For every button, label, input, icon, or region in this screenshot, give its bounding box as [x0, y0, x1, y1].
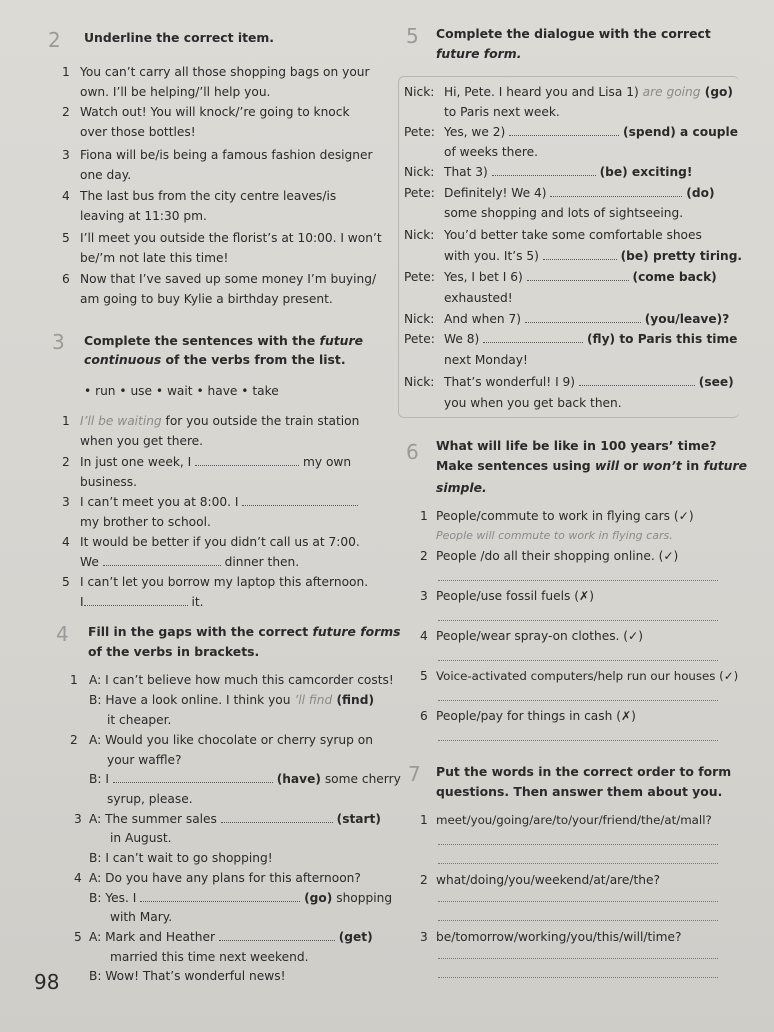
ex7-item-3-answer-line-2[interactable]	[438, 976, 718, 978]
exercise-7-title-line1: Put the words in the correct order to form	[436, 764, 732, 779]
ex4-item-5-blank[interactable]	[219, 930, 335, 941]
dialogue-9-a: That’s wonderful! I 9)	[444, 375, 576, 389]
dialogue-line-5b	[444, 248, 742, 264]
ex3-item-3-line1	[80, 494, 358, 510]
dialogue-speaker-5: Nick:	[404, 228, 435, 242]
ex6-item-2-num: 2	[420, 549, 428, 563]
dialogue-2-blank[interactable]	[509, 125, 619, 136]
ex3-item-2-line1	[80, 454, 351, 470]
ex6-item-1-num: 1	[420, 509, 428, 523]
ex3-item-1-answer: I’ll be waiting	[80, 414, 162, 428]
dialogue-line-5: You’d better take some comfortable shoes	[444, 228, 702, 242]
dialogue-2-a: Yes, we 2)	[444, 125, 506, 139]
ex3-item-4-num: 4	[62, 535, 70, 549]
exercise-6-number: 6	[406, 440, 419, 464]
dialogue-line-8	[444, 331, 737, 347]
ex3-item-5-line2	[80, 594, 204, 610]
ex4-item-1-b	[89, 692, 374, 708]
ex2-item-3-line2[interactable]: one day.	[80, 168, 132, 182]
exercise-2-number: 2	[48, 28, 61, 52]
exercise-4-number: 4	[56, 622, 69, 646]
ex2-item-5-line2[interactable]: be/’m not late this time!	[80, 251, 229, 265]
ex3-item-3-blank[interactable]	[242, 495, 358, 506]
dialogue-1-a: Hi, Pete. I heard you and Lisa 1)	[444, 85, 643, 99]
ex7-item-2-answer-line-1[interactable]	[438, 900, 718, 902]
ex4-item-2-c-text: B: I	[89, 772, 109, 786]
dialogue-8-a: We 8)	[444, 332, 480, 346]
ex3-item-3-num: 3	[62, 495, 70, 509]
ex2-item-6-line2[interactable]: am going to buy Kylie a birthday present.	[80, 292, 333, 306]
ex4-item-1-c: it cheaper.	[107, 713, 172, 727]
ex6-item-1-text: People/commute to work in flying cars (✓)	[436, 509, 694, 523]
ex2-item-6-num: 6	[62, 272, 70, 286]
dialogue-9-verb: (see)	[698, 375, 734, 389]
exercise-6-title-line3: simple.	[436, 480, 487, 495]
exercise-7-number: 7	[408, 762, 421, 786]
ex7-item-1-text: meet/you/going/are/to/your/friend/the/at/mall?	[436, 813, 712, 827]
ex6-item-3-text: People/use fossil fuels (✗)	[436, 589, 594, 603]
dialogue-speaker-8: Pete:	[404, 332, 435, 346]
ex6-item-3-answer-line[interactable]	[438, 619, 718, 621]
ex4-item-2-c	[89, 771, 401, 787]
ex3-item-2-a: In just one week, I	[80, 455, 192, 469]
exercise-6-title-line2	[436, 458, 747, 474]
exercise-2-title: Underline the correct item.	[84, 30, 275, 45]
ex3-title-italic: future	[319, 333, 364, 348]
ex4-item-3-a-text: A: The summer sales	[89, 812, 217, 826]
dialogue-line-1	[444, 84, 733, 100]
page-number: 98	[34, 970, 60, 994]
ex4-item-4-b	[89, 890, 392, 906]
ex6-item-6-answer-line[interactable]	[438, 739, 718, 741]
ex4-item-4-a: A: Do you have any plans for this afternoon?	[89, 871, 361, 885]
ex7-item-1-num: 1	[420, 813, 428, 827]
ex3-item-4-blank[interactable]	[103, 555, 221, 566]
ex7-item-3-text: be/tomorrow/working/you/this/will/time?	[436, 930, 682, 944]
ex4-item-3-verb: (start)	[336, 812, 381, 826]
ex6-title-future: future	[703, 458, 748, 473]
ex3-title-a: Complete the sentences with the	[84, 333, 320, 348]
ex4-title-a: Fill in the gaps with the correct	[88, 624, 313, 639]
ex4-item-3-a	[89, 811, 381, 827]
ex2-item-2-line2[interactable]: over those bottles!	[80, 125, 196, 139]
ex3-item-1-line1	[80, 413, 359, 429]
ex6-item-4-text: People/wear spray-on clothes. (✓)	[436, 629, 644, 643]
ex2-item-4-line1[interactable]: The last bus from the city centre leaves/is	[80, 189, 337, 203]
ex3-item-4-line1: It would be better if you didn’t call us at 7:00.	[80, 535, 360, 549]
dialogue-speaker-1: Nick:	[404, 85, 435, 99]
dialogue-speaker-4: Pete:	[404, 186, 435, 200]
ex3-title-c: of the verbs from the list.	[161, 352, 346, 367]
dialogue-speaker-3: Nick:	[404, 165, 435, 179]
dialogue-4-blank[interactable]	[550, 186, 682, 197]
dialogue-4-a: Definitely! We 4)	[444, 186, 547, 200]
dialogue-line-4	[444, 185, 715, 201]
dialogue-7-blank[interactable]	[525, 312, 641, 323]
ex6-title-or: or	[619, 458, 643, 473]
ex3-item-5-blank[interactable]	[84, 595, 188, 606]
ex4-item-2-b: your waffle?	[107, 753, 182, 767]
ex6-example-answer: People will commute to work in flying cars.	[436, 529, 673, 542]
ex3-word-list: • run • use • wait • have • take	[84, 384, 279, 398]
dialogue-line-9	[444, 374, 734, 390]
ex4-item-5-a	[89, 929, 373, 945]
ex4-item-2-num: 2	[70, 733, 78, 747]
ex6-item-2-text: People /do all their shopping online. (✓)	[436, 549, 679, 563]
exercise-3-title-line1	[84, 333, 363, 349]
ex6-item-3-num: 3	[420, 589, 428, 603]
ex4-item-2-verb: (have)	[276, 772, 321, 786]
ex4-item-1-b-text: B: Have a look online. I think you	[89, 693, 295, 707]
ex2-item-4-num: 4	[62, 189, 70, 203]
ex4-item-4-blank[interactable]	[140, 891, 300, 902]
ex3-item-3-a: I can’t meet you at 8:00. I	[80, 495, 239, 509]
exercise-5-title-line1: Complete the dialogue with the correct	[436, 26, 711, 41]
exercise-7-title-line2: questions. Then answer them about you.	[436, 784, 723, 799]
ex7-item-2-text: what/doing/you/weekend/at/are/the?	[436, 873, 660, 887]
ex6-item-2-answer-line[interactable]	[438, 579, 718, 581]
ex3-item-2-line2: business.	[80, 475, 137, 489]
dialogue-line-2	[444, 124, 738, 140]
ex4-item-3-c: B: I can’t wait to go shopping!	[89, 851, 273, 865]
ex3-item-4-rest: dinner then.	[224, 555, 300, 569]
ex4-item-5-c: B: Wow! That’s wonderful news!	[89, 969, 286, 983]
ex3-title-continuous: continuous	[84, 352, 162, 367]
dialogue-9-blank[interactable]	[579, 375, 695, 386]
dialogue-8-verb: (fly) to Paris this time	[586, 332, 738, 346]
dialogue-line-1b: to Paris next week.	[444, 105, 560, 119]
dialogue-speaker-2: Pete:	[404, 125, 435, 139]
ex7-item-2-num: 2	[420, 873, 428, 887]
ex3-item-1-line2: when you get there.	[80, 434, 204, 448]
ex4-item-4-verb: (go)	[304, 891, 333, 905]
dialogue-4-verb: (do)	[686, 186, 715, 200]
exercise-5-number: 5	[406, 24, 419, 48]
ex3-item-3-line2: my brother to school.	[80, 515, 211, 529]
ex4-item-3-num: 3	[74, 812, 82, 826]
ex2-item-2-num: 2	[62, 105, 70, 119]
ex4-item-2-blank[interactable]	[113, 772, 273, 783]
exercise-3-number: 3	[52, 330, 65, 354]
exercise-3-title-line2	[84, 352, 346, 368]
ex3-item-4-line2	[80, 554, 299, 570]
dialogue-line-6b: exhausted!	[444, 291, 513, 305]
dialogue-3-a: That 3)	[444, 165, 488, 179]
ex6-title-in: in	[681, 458, 704, 473]
ex7-item-1-answer-line-1[interactable]	[438, 843, 718, 845]
dialogue-3-verb: (be) exciting!	[599, 165, 693, 179]
dialogue-7-a: And when 7)	[444, 312, 521, 326]
dialogue-line-2b: of weeks there.	[444, 145, 538, 159]
ex3-item-1-rest: for you outside the train station	[161, 414, 360, 428]
ex4-item-5-a-text: A: Mark and Heather	[89, 930, 215, 944]
ex6-item-4-num: 4	[420, 629, 428, 643]
ex6-item-5-text: Voice-activated computers/help run our houses (✓)	[436, 669, 739, 683]
ex4-title-italic: future forms	[312, 624, 401, 639]
ex6-item-4-answer-line[interactable]	[438, 659, 718, 661]
ex3-item-2-num: 2	[62, 455, 70, 469]
ex4-item-1-num: 1	[70, 673, 78, 687]
ex4-item-5-verb: (get)	[338, 930, 373, 944]
dialogue-line-8b: next Monday!	[444, 353, 528, 367]
ex6-title-a: Make sentences using	[436, 458, 595, 473]
ex3-item-5-rest: it.	[191, 595, 204, 609]
ex2-item-2-line1[interactable]: Watch out! You will knock/’re going to knock	[80, 105, 350, 119]
ex4-item-5-b: married this time next weekend.	[110, 950, 309, 964]
ex6-title-wont: won’t	[642, 458, 682, 473]
dialogue-2-verb: (spend) a couple	[623, 125, 738, 139]
dialogue-speaker-9: Nick:	[404, 375, 435, 389]
ex2-item-1-line2[interactable]: own. I’ll be helping/’ll help you.	[80, 85, 271, 99]
exercise-5-title-line2: future form.	[436, 46, 522, 61]
ex3-item-1-num: 1	[62, 414, 70, 428]
ex3-item-5-num: 5	[62, 575, 70, 589]
exercise-6-title-line1: What will life be like in 100 years’ time?	[436, 438, 717, 453]
ex3-item-5-line1: I can’t let you borrow my laptop this afternoon.	[80, 575, 369, 589]
ex3-item-2-b: my own	[302, 455, 352, 469]
exercise-4-title-line1	[88, 624, 401, 640]
ex4-item-2-d: some cherry	[324, 772, 401, 786]
dialogue-6-a: Yes, I bet I 6)	[444, 270, 523, 284]
ex2-item-1-line1[interactable]: You can’t carry all those shopping bags on your	[80, 65, 370, 79]
ex6-item-6-text: People/pay for things in cash (✗)	[436, 709, 636, 723]
dialogue-line-6	[444, 269, 717, 285]
ex4-item-4-d: with Mary.	[110, 910, 173, 924]
ex2-item-3-num: 3	[62, 148, 70, 162]
ex7-item-3-num: 3	[420, 930, 428, 944]
dialogue-6-verb: (come back)	[632, 270, 717, 284]
ex2-item-3-line1[interactable]: Fiona will be/is being a famous fashion designer	[80, 148, 373, 162]
ex7-item-1-answer-line-2[interactable]	[438, 862, 718, 864]
dialogue-3-blank[interactable]	[492, 165, 596, 176]
ex4-item-1-answer: ’ll find	[294, 693, 333, 707]
ex2-item-6-line1[interactable]: Now that I’ve saved up some money I’m buying/	[80, 272, 377, 286]
dialogue-speaker-6: Pete:	[404, 270, 435, 284]
dialogue-5-blank[interactable]	[543, 249, 617, 260]
dialogue-speaker-7: Nick:	[404, 312, 435, 326]
dialogue-line-7	[444, 311, 729, 327]
dialogue-1-answer: are going	[642, 85, 701, 99]
ex4-item-3-blank[interactable]	[221, 812, 333, 823]
ex4-item-3-b: in August.	[110, 831, 172, 845]
dialogue-1-verb: (go)	[700, 85, 733, 99]
dialogue-line-3	[444, 164, 692, 180]
dialogue-7-verb: (you/leave)?	[644, 312, 730, 326]
ex2-item-1-num: 1	[62, 65, 70, 79]
ex3-item-5-i: I	[80, 595, 84, 609]
dialogue-8-blank[interactable]	[483, 332, 583, 343]
dialogue-6-blank[interactable]	[527, 270, 629, 281]
ex3-item-2-blank[interactable]	[195, 455, 299, 466]
ex4-item-2-a: A: Would you like chocolate or cherry syrup on	[89, 733, 373, 747]
ex3-item-4-we: We	[80, 555, 99, 569]
ex4-item-4-c: shopping	[336, 891, 393, 905]
ex6-item-5-answer-line[interactable]	[438, 699, 718, 701]
dialogue-5-verb: (be) pretty tiring.	[620, 249, 743, 263]
exercise-4-title-line2: of the verbs in brackets.	[88, 644, 260, 659]
ex4-item-4-b-text: B: Yes. I	[89, 891, 137, 905]
ex6-item-5-num: 5	[420, 669, 428, 683]
dialogue-line-4b: some shopping and lots of sightseeing.	[444, 206, 684, 220]
ex6-title-will: will	[594, 458, 620, 473]
ex2-item-5-line1[interactable]: I’ll meet you outside the florist’s at 10:00. I won’t	[80, 231, 382, 245]
ex7-item-3-answer-line-1[interactable]	[438, 957, 718, 959]
ex2-item-4-line2[interactable]: leaving at 11:30 pm.	[80, 209, 207, 223]
ex4-item-4-num: 4	[74, 871, 82, 885]
ex7-item-2-answer-line-2[interactable]	[438, 919, 718, 921]
dialogue-5-b: with you. It’s 5)	[444, 249, 539, 263]
ex4-item-2-e: syrup, please.	[107, 792, 193, 806]
ex4-item-1-a: A: I can’t believe how much this camcorder costs!	[89, 673, 394, 687]
ex6-item-6-num: 6	[420, 709, 428, 723]
ex4-item-1-verb: (find)	[332, 693, 375, 707]
ex2-item-5-num: 5	[62, 231, 70, 245]
dialogue-line-9b: you when you get back then.	[444, 396, 622, 410]
ex4-item-5-num: 5	[74, 930, 82, 944]
